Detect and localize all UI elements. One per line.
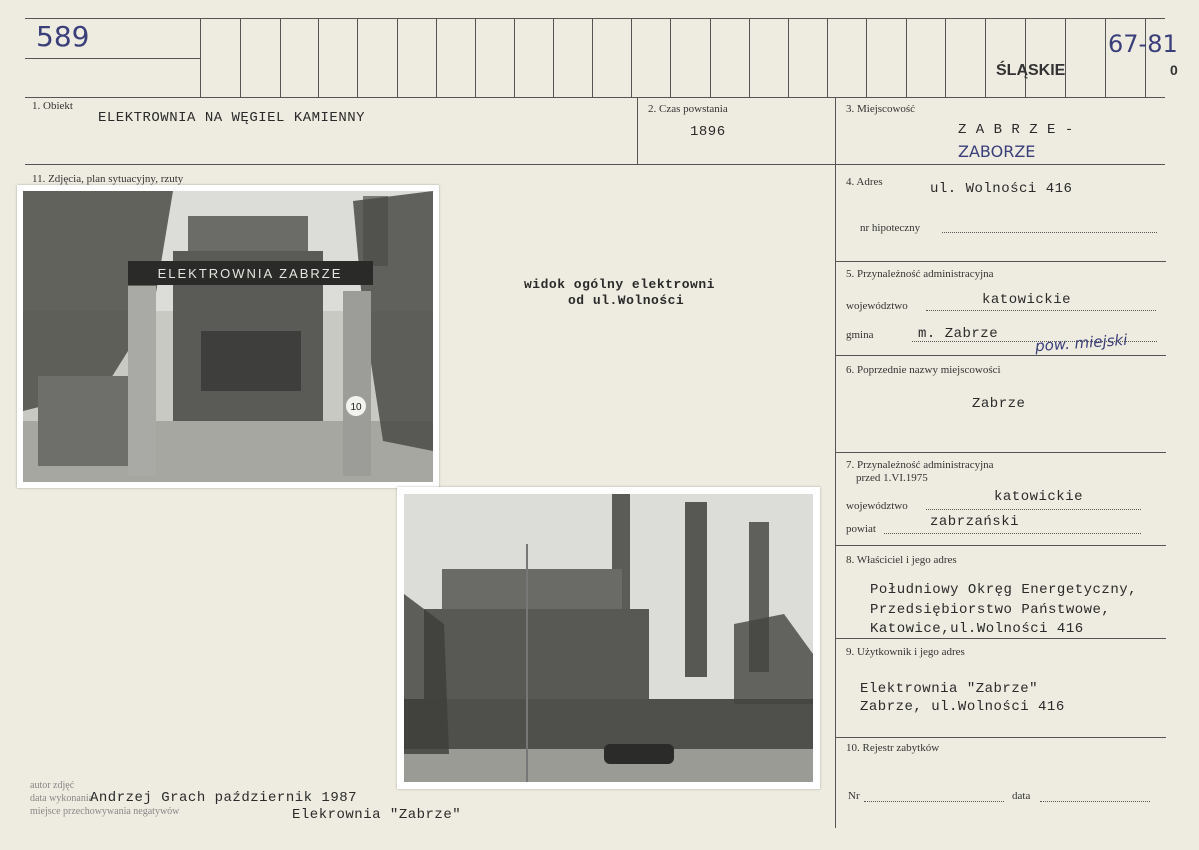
data-wykonania-label: data wykonania (30, 793, 94, 804)
data-dots (1040, 801, 1150, 802)
header-bottom-rule (25, 97, 1165, 98)
wojewodztwo-value: katowickie (982, 292, 1072, 308)
rule-4-bottom (836, 261, 1166, 262)
przynaleznosc-przed-label: 7. Przynależność administracyjna (846, 459, 994, 471)
obiekt-value: ELEKTROWNIA NA WĘGIEL KAMIENNY (98, 110, 366, 126)
author-value: Andrzej Grach październik 1987 (90, 790, 358, 806)
wlasciciel-line3: Katowice,ul.Wolności 416 (870, 621, 1084, 637)
adres-value: ul. Wolności 416 (930, 181, 1073, 197)
gate-sign-text: ELEKTROWNIA ZABRZE (157, 266, 343, 281)
miejscowosc-handwritten: ZABORZE (958, 142, 1036, 161)
photo-chimneys-image (404, 494, 813, 782)
header-grid-divider (514, 18, 515, 98)
hipoteczny-label: nr hipoteczny (860, 222, 921, 234)
wojewodztwo2-label: województwo (846, 500, 908, 512)
catalog-number: 589 (36, 20, 90, 53)
przynaleznosc-label: 5. Przynależność administracyjna (846, 268, 994, 280)
rejestr-label: 10. Rejestr zabytków (846, 742, 940, 754)
rule-5-bottom (836, 355, 1166, 356)
header-grid-divider (710, 18, 711, 98)
header-grid-divider (553, 18, 554, 98)
gate-plate-number: 10 (350, 402, 362, 413)
rule-8-bottom (836, 638, 1166, 639)
rule-row1-bottom (25, 164, 1165, 165)
powiat-dots (884, 533, 1141, 534)
header-grid-divider (475, 18, 476, 98)
rule-9-bottom (836, 737, 1166, 738)
header-grid-divider (240, 18, 241, 98)
uzytkownik-line2: Zabrze, ul.Wolności 416 (860, 699, 1065, 715)
rule-czas-miejscowosc (835, 98, 836, 828)
header-grid-divider (788, 18, 789, 98)
powiat-value: zabrzański (930, 514, 1020, 530)
gmina-dots (912, 341, 1157, 342)
photo-caption-line2: od ul.Wolności (568, 293, 685, 308)
rule-7-bottom (836, 545, 1166, 546)
header-grid-divider (985, 18, 986, 98)
header-grid-divider (1105, 18, 1106, 98)
place-value: Elekrownia "Zabrze" (292, 807, 462, 823)
powiat-label: powiat (846, 523, 876, 535)
poprzednie-value: Zabrze (972, 396, 1026, 412)
header-grid-divider (670, 18, 671, 98)
rule-6-bottom (836, 452, 1166, 453)
header-grid-divider (866, 18, 867, 98)
wojewodztwo2-value: katowickie (994, 489, 1084, 505)
header-grid-divider (631, 18, 632, 98)
miejscowosc-value: Z A B R Z E - (958, 122, 1074, 138)
header-grid-divider (318, 18, 319, 98)
header-grid-divider (397, 18, 398, 98)
przed-label: przed 1.VI.1975 (856, 472, 928, 484)
nr-label: Nr (848, 790, 860, 802)
hipoteczny-dots (942, 232, 1157, 233)
corner-mark: 0 (1170, 62, 1178, 78)
data-label: data (1012, 790, 1031, 802)
gmina-handwritten: pow. miejski (1034, 330, 1128, 356)
wojewodztwo-dots (926, 310, 1156, 311)
zdjecia-label: 11. Zdjęcia, plan sytuacyjny, rzuty (32, 173, 184, 185)
poprzednie-label: 6. Poprzednie nazwy miejscowości (846, 364, 1001, 376)
miejsce-label: miejsce przechowywania negatywów (30, 806, 180, 817)
wlasciciel-line2: Przedsiębiorstwo Państwowe, (870, 602, 1111, 618)
gmina-label: gmina (846, 329, 874, 341)
header-grid-divider (280, 18, 281, 98)
header-mid-rule (25, 58, 200, 59)
header-grid-divider (357, 18, 358, 98)
nr-dots (864, 801, 1004, 802)
obiekt-label: 1. Obiekt (32, 100, 73, 112)
photo-gate (17, 185, 439, 488)
card-code: 67-81 (1108, 30, 1178, 58)
wlasciciel-label: 8. Właściciel i jego adres (846, 554, 957, 566)
photo-gate-image (23, 191, 433, 482)
uzytkownik-label: 9. Użytkownik i jego adres (846, 646, 965, 658)
photo-chimneys (397, 487, 820, 789)
header-grid-divider (1025, 18, 1026, 98)
header-grid-divider (749, 18, 750, 98)
wojewodztwo2-dots (926, 509, 1141, 510)
czas-value: 1896 (690, 124, 726, 140)
adres-label: 4. Adres (846, 176, 883, 188)
uzytkownik-line1: Elektrownia "Zabrze" (860, 681, 1039, 697)
header-grid-divider (945, 18, 946, 98)
wlasciciel-line1: Południowy Okręg Energetyczny, (870, 582, 1138, 598)
gmina-value: m. Zabrze (918, 326, 999, 342)
voivodeship-header: ŚLĄSKIE (996, 62, 1066, 79)
wojewodztwo-label: województwo (846, 300, 908, 312)
rule-obiekt-czas (637, 98, 638, 164)
header-top-rule (25, 18, 1165, 19)
miejscowosc-label: 3. Miejscowość (846, 103, 916, 115)
header-grid-divider (200, 18, 201, 98)
header-grid-divider (436, 18, 437, 98)
header-grid-divider (1065, 18, 1066, 98)
czas-label: 2. Czas powstania (648, 103, 728, 115)
header-grid-divider (592, 18, 593, 98)
header-grid-divider (827, 18, 828, 98)
autor-label: autor zdjęć (30, 780, 75, 791)
photo-caption-line1: widok ogólny elektrowni (524, 277, 715, 292)
header-grid-divider (906, 18, 907, 98)
